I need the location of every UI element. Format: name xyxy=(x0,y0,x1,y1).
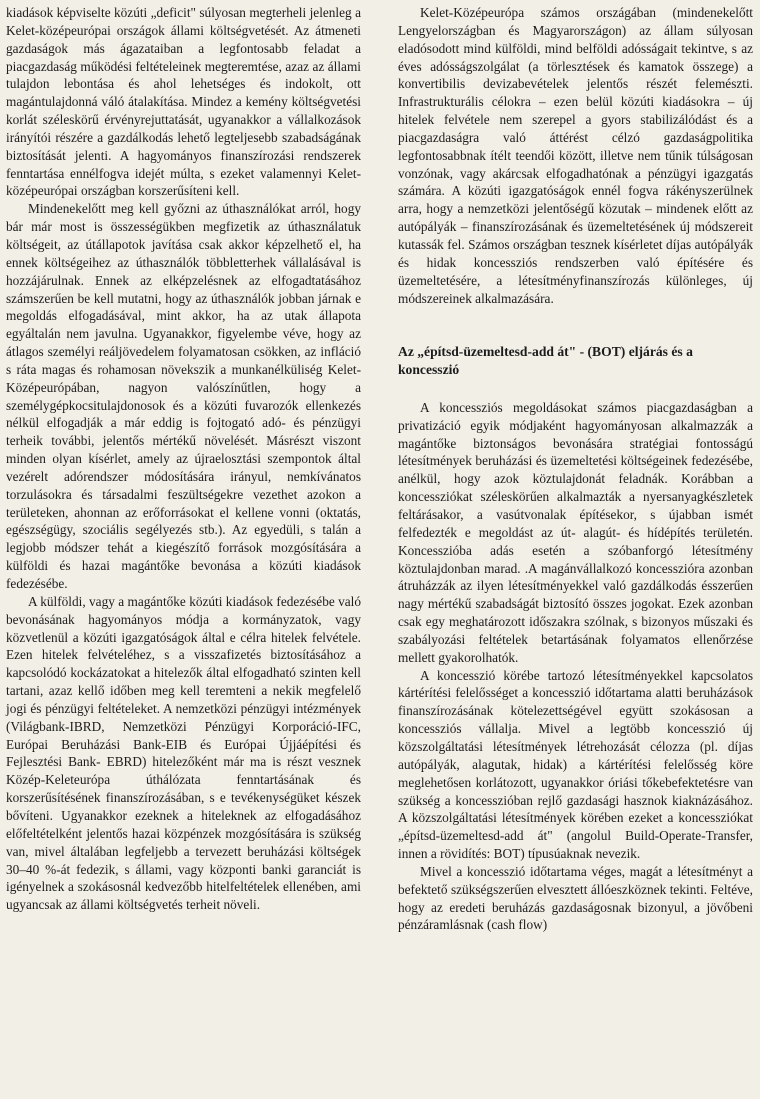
paragraph: A koncessziós megoldásokat számos piacgazdaságban a privatizáció egyik módjaként hagyományosan alkalmazzák a magántőke biztonságos bevonására stratégiai fontosságú létesítmények beruházási és üzemeltetési költségeinek fedezésébe, anélkül, hogy azok köztulajdonát feladnák. Korábban a koncessziókat széleskörűen alkalmazták a nyersanyagkészletek feltárásakor, a vasútvonalak építésekor, s újabban ismét felfedezték e megoldást az út- alagút- és hídépítés területén. Koncesszióba adás esetén a szóbanforgó létesítmény köztulajdonban marad. .A magánvállalkozó koncesszióra azonban átruházzák az ilyen létesítményekkel való gazdálkodás ésszerűen nagy mértékű szabadságát biztosító összes jogokat. Ezek azonban csak egy meghatározott időszakra szólnak, s bizonyos műszaki és szabályozási feltételek betartásának folyamatos ellenőrzése mellett gyakorolhatók. xyxy=(398,399,753,665)
paragraph: Mivel a koncesszió időtartama véges, magát a létesítményt a befektető szükségszerűen elvesztett állóeszköznek tekinti. Feltéve, hogy az eredeti beruházás gazdaságosnak bizonyul, a jövőbeni pénzáramlásnak (cash flow) xyxy=(398,863,753,933)
paragraph: A külföldi, vagy a magántőke közúti kiadások fedezésébe való bevonásának hagyományos módja a kormányzatok, vagy közvetlenül a közúti igazgatóságok által e célra hitelek felvétele. Ezen hitelek felvételéhez, s a visszafizetés biztosításához a kapcsolódó kockázatokat a hitelezők által elfogadható szinten kell tartani, azaz kellő időben meg kell teremteni a nekik megfelelő jogi és pénzügyi feltételeket. A nemzetközi pénzügyi intézmények (Világbank-IBRD, Nemzetközi Pénzügyi Korporáció-IFC, Európai Beruházási Bank-EIB és Európai Újjáépítési és Fejlesztési Bank- EBRD) hitelezőként már ma is részt vesznek Közép-Keleteurópa úthálózata fenntartásának és korszerűsítésének finanszírozásában, s e tevékenységüket készek bővíteni. Ugyanakkor ezeknek a hiteleknek az elfogadásához előfeltételként jelentős hazai közpénzek mozgósítására is szükség van, mivel általában legfeljebb a tervezett beruházási költségek 30–40 %-át fedezik, s állami, vagy központi banki garanciát is igényelnek a szokásosnál kedvezőbb hitelfeltételek ellenében, ami ugyancsak az állami költségvetés terheit növeli. xyxy=(6,593,361,913)
right-column xyxy=(398,4,753,934)
left-column xyxy=(6,4,361,914)
paragraph: Mindenekelőtt meg kell győzni az úthasználókat arról, hogy bár már most is összességükben megfizetik az úthasználatuk költségeit, az útállapotok javítása csak akkor képzelhető el, ha ennek költségeihez az úthasználók többletterhek vállalásával is hozzájárulnak. Ennek az elképzelésnek az elfogadtatásához számszerűen be kell mutatni, hogy az úthasználók jobban járnak e megoldás elfogadásával, mint akkor, ha az utak állapota egyáltalán nem javulna. Ugyanakkor, figyelembe véve, hogy az átlagos személyi reáljövedelem folyamatosan csökken, az infláció s ráta magas és rohamosan növekszik a munkanélküliség Kelet-Középeurópában, nagyon valószínűtlen, hogy a személygépkocsitulajdonosok és a közúti fuvarozók ellenkezés nélkül elfogadják a már eddig is fojtogató adó- és pénzügyi terheik további, jelentős mértékű növelését. Másrészt viszont minden olyan kísérlet, amely az újraelosztási szempontok által vezérelt adórendszer módosítására irányul, nemkívánatos torzulásokra és társadalmi feszültségekre vezethet azokon a területeken, ahonnan az erőforrásokat el kellene vonni (oktatás, egészségügy, szociális segélyezés stb.). Az egyedüli, s talán a legjobb módszer tehát a kiegészítő források mozgósítására a külföldi és hazai magántőke bevonása a közúti kiadások fedezésébe. xyxy=(6,201,361,591)
paragraph: kiadások képviselte közúti „deficit" súlyosan megterheli jelenleg a Kelet-középeurópai országok állami költségvetését. Az átmeneti gazdaságok más ágazataiban a legfontosabb feladat a piacgazdaság működési feltételeinek megteremtése, azaz az állami tulajdon lebontása és ahol lehetséges és indokolt, ott magántulajdonná váló átalakítása. Mindez a kemény költségvetési korlát széleskörű érvényrejuttatását, ugyanakkor a vállalkozások irányítói részére a gazdálkodás lehető legteljesebb szabadságának biztosítását jelenti. A hagyományos finanszírozási rendszerek fenntartása ennélfogva idejét múlta, s ezeket valamennyi Kelet-középeurópai országban korszerűsíteni kell. xyxy=(6,5,361,199)
paragraph: A koncesszió körébe tartozó létesítményekkel kapcsolatos kártérítési felelősséget a koncesszió időtartama alatti beruházások finanszírozásának kötelezettségével együtt szokásosan a koncessziós vállalja. Mivel a legtöbb koncesszió új közszolgáltatási létesítmények létrehozását célozza (pl. díjas autópályák, alagutak, hidak) a kártérítési felelősség köre meglehetősen korlátozott, ugyanakkor óriási tőkebefektetésre van szükség a koncesszióban rejlő gazdasági hasznok kiaknázásához. A közszolgáltatási létesítmények körében ezeket a koncessziókat „építsd-üzemeltesd-add át" (angolul Build-Operate-Transfer, innen a rövidítés: BOT) típusúaknak nevezik. xyxy=(398,667,753,862)
section-heading: Az „építsd-üzemeltesd-add át" - (BOT) eljárás és a koncesszió xyxy=(398,344,693,378)
document-page xyxy=(6,4,756,1094)
paragraph: Kelet-Középeurópa számos országában (mindenekelőtt Lengyelországban és Magyarországon) az állam súlyosan eladósodott mind külföldi, mind belföldi adósságait tekintve, s az éves adósságszolgálat (a törlesztések és kamatok összege) a konvertibilis devizabevételek jelentős részét felemészti. Infrastrukturális célokra – ezen belül közúti kiadásokra – új hitelek felvétele nem szerepel a gyors stabilizálódást és a piacgazdaságra való áttérést célzó gazdaságpolitika legfontosabbnak ítélt teendői között, illetve nem tűnik túlságosan vonzónak, vagy akárcsak elfogadhatónak a pénzügyi igazgatás számára. A közúti igazgatóságok ennél fogva rákényszerülnek arra, hogy a nemzetközi jelentőségű közutak – mindenek előtt az autópályák – finanszírozásának és üzemeltetésének új módszereit kutassák fel. Számos országban tesznek kísérletet díjas autópályák és hidak koncessziós rendszerben való építésére és üzemeltetésére, a létesítményfinanszírozás különleges, új módszereinek alkalmazására. xyxy=(398,5,753,306)
